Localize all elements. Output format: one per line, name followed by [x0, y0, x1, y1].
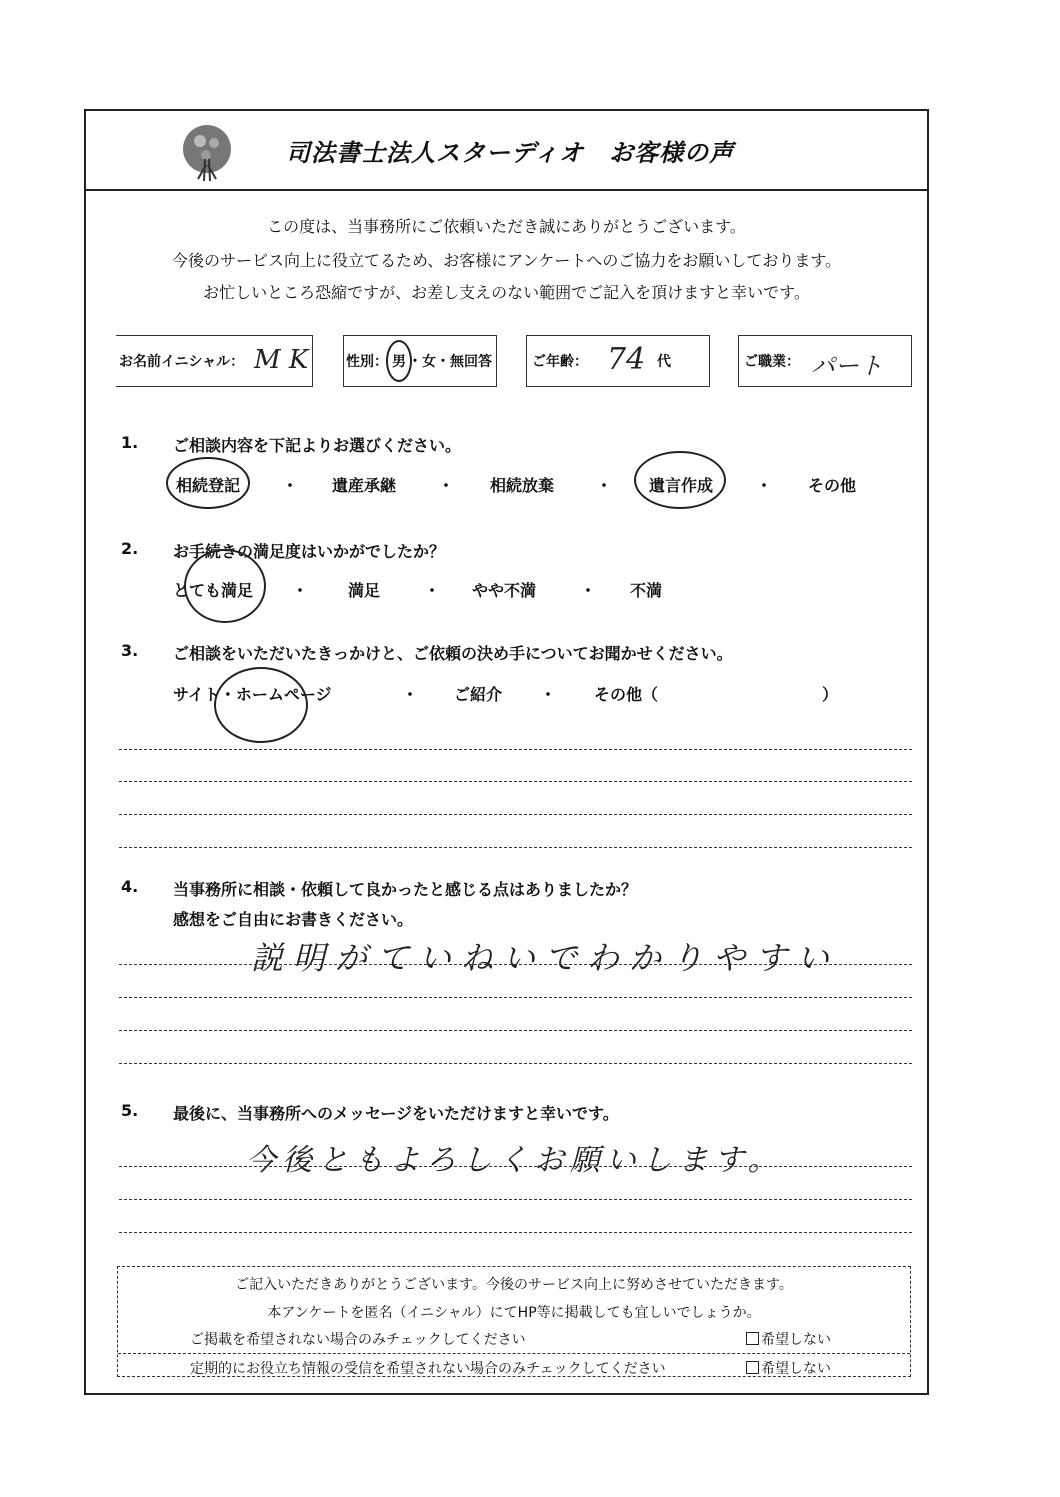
age-suffix: 代 [657, 354, 671, 370]
q1-option-4[interactable]: 遺言作成 [649, 476, 714, 495]
separator: ・ [282, 476, 299, 495]
q3-option-close: ） [822, 685, 839, 704]
q1-number: 1. [121, 433, 139, 452]
q3-answer-line[interactable] [119, 847, 912, 848]
q3-option-3[interactable]: その他（ [594, 685, 659, 704]
name-label: お名前イニシャル： [119, 354, 245, 370]
q5-answer: 今後ともよろしくお願いします。 [246, 1143, 784, 1178]
q4-answer-line[interactable] [119, 964, 912, 965]
tree-logo-icon [176, 121, 238, 183]
q1-circle-mark-2 [634, 451, 726, 509]
job-label: ご職業： [744, 354, 800, 370]
q4-answer: 説明がていねいでわかりやすい [251, 939, 840, 977]
q3-circle-mark [214, 667, 308, 743]
separator: ・ [292, 581, 309, 600]
separator: ・ [540, 685, 557, 704]
separator: ・ [424, 581, 441, 600]
q1-option-3[interactable]: 相続放棄 [490, 476, 555, 495]
q4-number: 4. [121, 877, 139, 896]
gender-circle-mark [386, 340, 412, 382]
q4-answer-line[interactable] [119, 1030, 912, 1031]
q1-option-5[interactable]: その他 [808, 476, 857, 495]
name-value: M K [254, 345, 309, 375]
footer-line-4: 定期的にお役立ち情報の受信を希望されない場合のみチェックしてください [190, 1361, 666, 1377]
q2-option-1[interactable]: とても満足 [173, 581, 254, 600]
footer-consent-box [117, 1266, 911, 1377]
q3-text: ご相談をいただいたきっかけと、ご依頼の決め手についてお聞かせください。 [173, 644, 733, 663]
job-value: パート [811, 352, 883, 380]
q5-text: 最後に、当事務所へのメッセージをいただけますと幸いです。 [173, 1104, 619, 1123]
q3-number: 3. [121, 641, 139, 660]
separator: ・ [438, 476, 455, 495]
q2-number: 2. [121, 539, 139, 558]
name-box[interactable] [116, 335, 313, 387]
publish-optout-label: 希望しない [761, 1332, 831, 1348]
page-title: 司法書士法人スターディオ お客様の声 [286, 139, 735, 167]
newsletter-optout-label: 希望しない [761, 1361, 831, 1377]
q3-answer-line[interactable] [119, 749, 912, 750]
q3-answer-line[interactable] [119, 781, 912, 782]
separator: ・ [596, 476, 613, 495]
q3-option-1[interactable]: サイト・ホームページ [173, 685, 332, 704]
q2-option-2[interactable]: 満足 [348, 581, 381, 600]
intro-line-2: 今後のサービス向上に役立てるため、お客様にアンケートへのご協力をお願いしております。 [171, 251, 842, 270]
q1-option-2[interactable]: 遺産承継 [332, 476, 397, 495]
intro-line-3: お忙しいところ恐縮ですが、お差し支えのない範囲でご記入を頂けますと幸いです。 [203, 283, 810, 302]
checkbox-icon[interactable] [746, 1361, 759, 1374]
header [86, 111, 927, 191]
q5-answer-line[interactable] [119, 1199, 912, 1200]
q1-circle-mark-1 [166, 457, 250, 509]
survey-sheet [84, 109, 929, 1395]
publish-optout-checkbox[interactable] [746, 1329, 831, 1349]
gender-label: 性別： [346, 354, 388, 370]
gender-option-male[interactable]: 男 [392, 354, 406, 370]
footer-line-3: ご掲載を希望されない場合のみチェックしてください [190, 1332, 526, 1348]
age-box[interactable] [526, 335, 710, 387]
separator: ・ [756, 476, 773, 495]
age-value: 74 [607, 342, 646, 377]
footer-line-1: ご記入いただきありがとうございます。今後のサービス向上に努めさせていただきます。 [235, 1277, 793, 1293]
q1-option-1[interactable]: 相続登記 [176, 476, 241, 495]
q4-text: 当事務所に相談・依頼して良かったと感じる点はありましたか？ [173, 880, 638, 899]
q2-option-3[interactable]: やや不満 [472, 581, 537, 600]
q4-text-2: 感想をご自由にお書きください。 [173, 910, 414, 929]
intro-line-1: この度は、当事務所にご依頼いただき誠にありがとうございます。 [267, 217, 746, 236]
q5-answer-line[interactable] [119, 1232, 912, 1233]
gender-option-others[interactable]: ・女・無回答 [408, 354, 492, 370]
footer-divider [118, 1353, 910, 1354]
q2-option-4[interactable]: 不満 [630, 581, 663, 600]
q1-text: ご相談内容を下記よりお選びください。 [173, 436, 462, 455]
q5-number: 5. [121, 1101, 139, 1120]
job-box[interactable] [738, 335, 912, 387]
q3-option-2[interactable]: ご紹介 [454, 685, 503, 704]
gender-box[interactable] [343, 335, 497, 387]
checkbox-icon[interactable] [746, 1332, 759, 1345]
q4-answer-line[interactable] [119, 1063, 912, 1064]
separator: ・ [402, 685, 419, 704]
q2-circle-mark [184, 549, 266, 623]
footer-line-2: 本アンケートを匿名（イニシャル）にてHP等に掲載しても宜しいでしょうか。 [267, 1305, 761, 1321]
newsletter-optout-checkbox[interactable] [746, 1358, 831, 1378]
q3-answer-line[interactable] [119, 814, 912, 815]
q5-answer-line[interactable] [119, 1166, 912, 1167]
q4-answer-line[interactable] [119, 997, 912, 998]
separator: ・ [580, 581, 597, 600]
q2-text: お手続きの満足度はいかがでしたか？ [173, 542, 446, 561]
age-label: ご年齢： [532, 354, 588, 370]
